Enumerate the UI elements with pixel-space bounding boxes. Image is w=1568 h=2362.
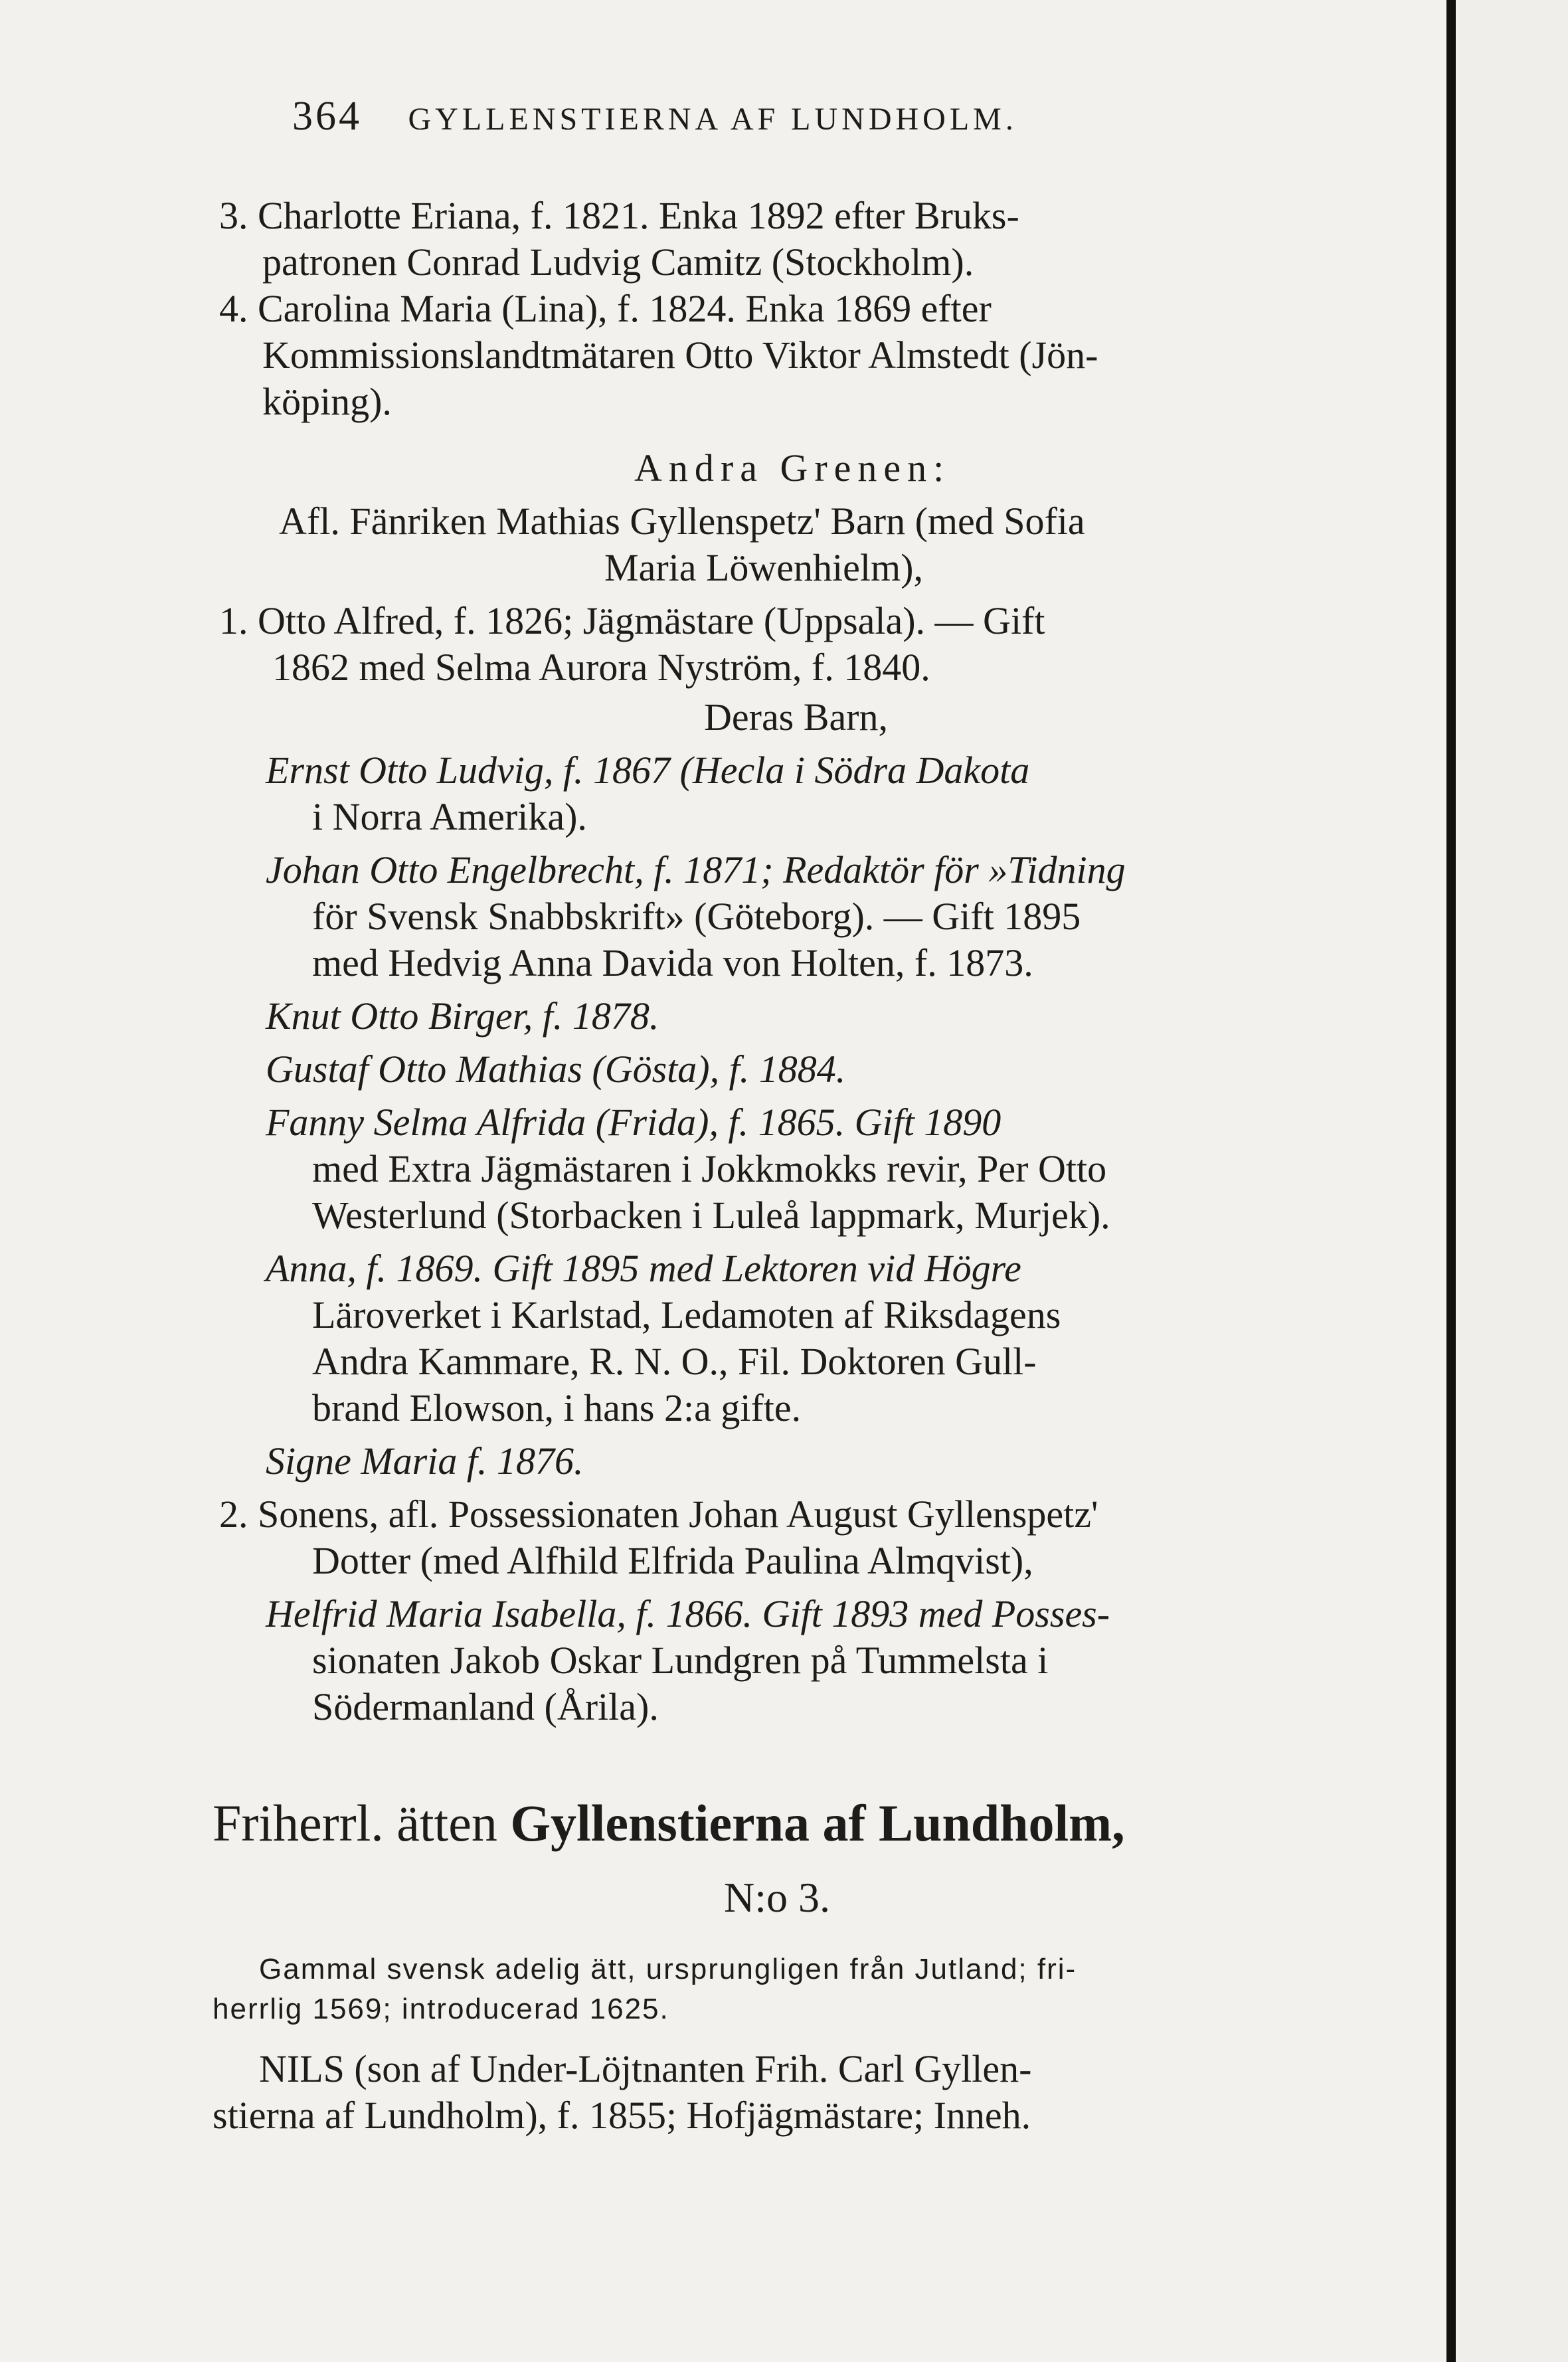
text-line: Maria Löwenhielm), xyxy=(604,546,923,589)
text-line: med Hedvig Anna Davida von Holten, f. 1873. xyxy=(312,941,1033,984)
section-heading-prefix: Friherrl. ätten xyxy=(213,1794,511,1852)
section-intro-line: herrlig 1569; introducerad 1625. xyxy=(213,1993,669,2025)
text-line: 1862 med Selma Aurora Nyström, f. 1840. xyxy=(272,646,930,689)
text-line: Läroverket i Karlstad, Ledamoten af Riksdagens xyxy=(312,1293,1061,1336)
text-line: 4. Carolina Maria (Lina), f. 1824. Enka 1869 efter xyxy=(219,287,992,330)
running-title: GYLLENSTIERNA AF LUNDHOLM. xyxy=(408,102,1017,137)
text-line: Signe Maria f. 1876. xyxy=(266,1439,584,1483)
section-heading-family: Gyllenstierna af Lundholm, xyxy=(510,1794,1125,1852)
section-intro-line: Gammal svensk adelig ätt, ursprungligen från Jutland; fri- xyxy=(259,1953,1077,1985)
text-line: Andra Kammare, R. N. O., Fil. Doktoren Gull- xyxy=(312,1340,1037,1383)
section-number: N:o 3. xyxy=(724,1874,830,1921)
text-line: i Norra Amerika). xyxy=(312,795,587,838)
text-line: Dotter (med Alfhild Elfrida Paulina Almqvist), xyxy=(312,1539,1033,1582)
text-line: Helfrid Maria Isabella, f. 1866. Gift 1893 med Posses- xyxy=(266,1592,1110,1635)
text-line: köping). xyxy=(262,380,392,423)
text-line: Kommissionslandtmätaren Otto Viktor Almstedt (Jön- xyxy=(262,333,1098,377)
text-line: 3. Charlotte Eriana, f. 1821. Enka 1892 efter Bruks- xyxy=(219,194,1019,237)
text-line: 2. Sonens, afl. Possessionaten Johan August Gyllenspetz' xyxy=(219,1493,1098,1536)
text-line: Knut Otto Birger, f. 1878. xyxy=(266,994,659,1038)
text-line: Johan Otto Engelbrecht, f. 1871; Redaktör för »Tidning xyxy=(266,848,1126,891)
text-line: Anna, f. 1869. Gift 1895 med Lektoren vid Högre xyxy=(266,1247,1021,1290)
text-line: Afl. Fänriken Mathias Gyllenspetz' Barn (med Sofia xyxy=(279,500,1085,543)
text-line: Ernst Otto Ludvig, f. 1867 (Hecla i Södra Dakota xyxy=(266,749,1030,792)
entry-line: NILS (son af Under-Löjtnanten Frih. Carl Gyllen- xyxy=(259,2047,1032,2090)
text-line: Andra Grenen: xyxy=(634,446,951,490)
text-line: Deras Barn, xyxy=(704,695,889,739)
section-heading xyxy=(213,1793,1461,1860)
text-line: Södermanland (Årila). xyxy=(312,1685,659,1728)
text-line: för Svensk Snabbskrift» (Göteborg). — Gift 1895 xyxy=(312,895,1081,938)
text-line: 1. Otto Alfred, f. 1826; Jägmästare (Uppsala). — Gift xyxy=(219,599,1045,642)
text-line: sionaten Jakob Oskar Lundgren på Tummelsta i xyxy=(312,1639,1049,1682)
entry-line: stierna af Lundholm), f. 1855; Hofjägmästare; Inneh. xyxy=(213,2094,1031,2137)
text-line: Fanny Selma Alfrida (Frida), f. 1865. Gift 1890 xyxy=(266,1101,1002,1144)
text-line: Westerlund (Storbacken i Luleå lappmark, Murjek). xyxy=(312,1194,1110,1237)
text-line: Gustaf Otto Mathias (Gösta), f. 1884. xyxy=(266,1047,846,1091)
page-number: 364 xyxy=(292,94,362,139)
text-line: brand Elowson, i hans 2:a gifte. xyxy=(312,1386,802,1429)
text-line: med Extra Jägmästaren i Jokkmokks revir, Per Otto xyxy=(312,1147,1107,1190)
text-line: patronen Conrad Ludvig Camitz (Stockholm). xyxy=(262,240,974,284)
